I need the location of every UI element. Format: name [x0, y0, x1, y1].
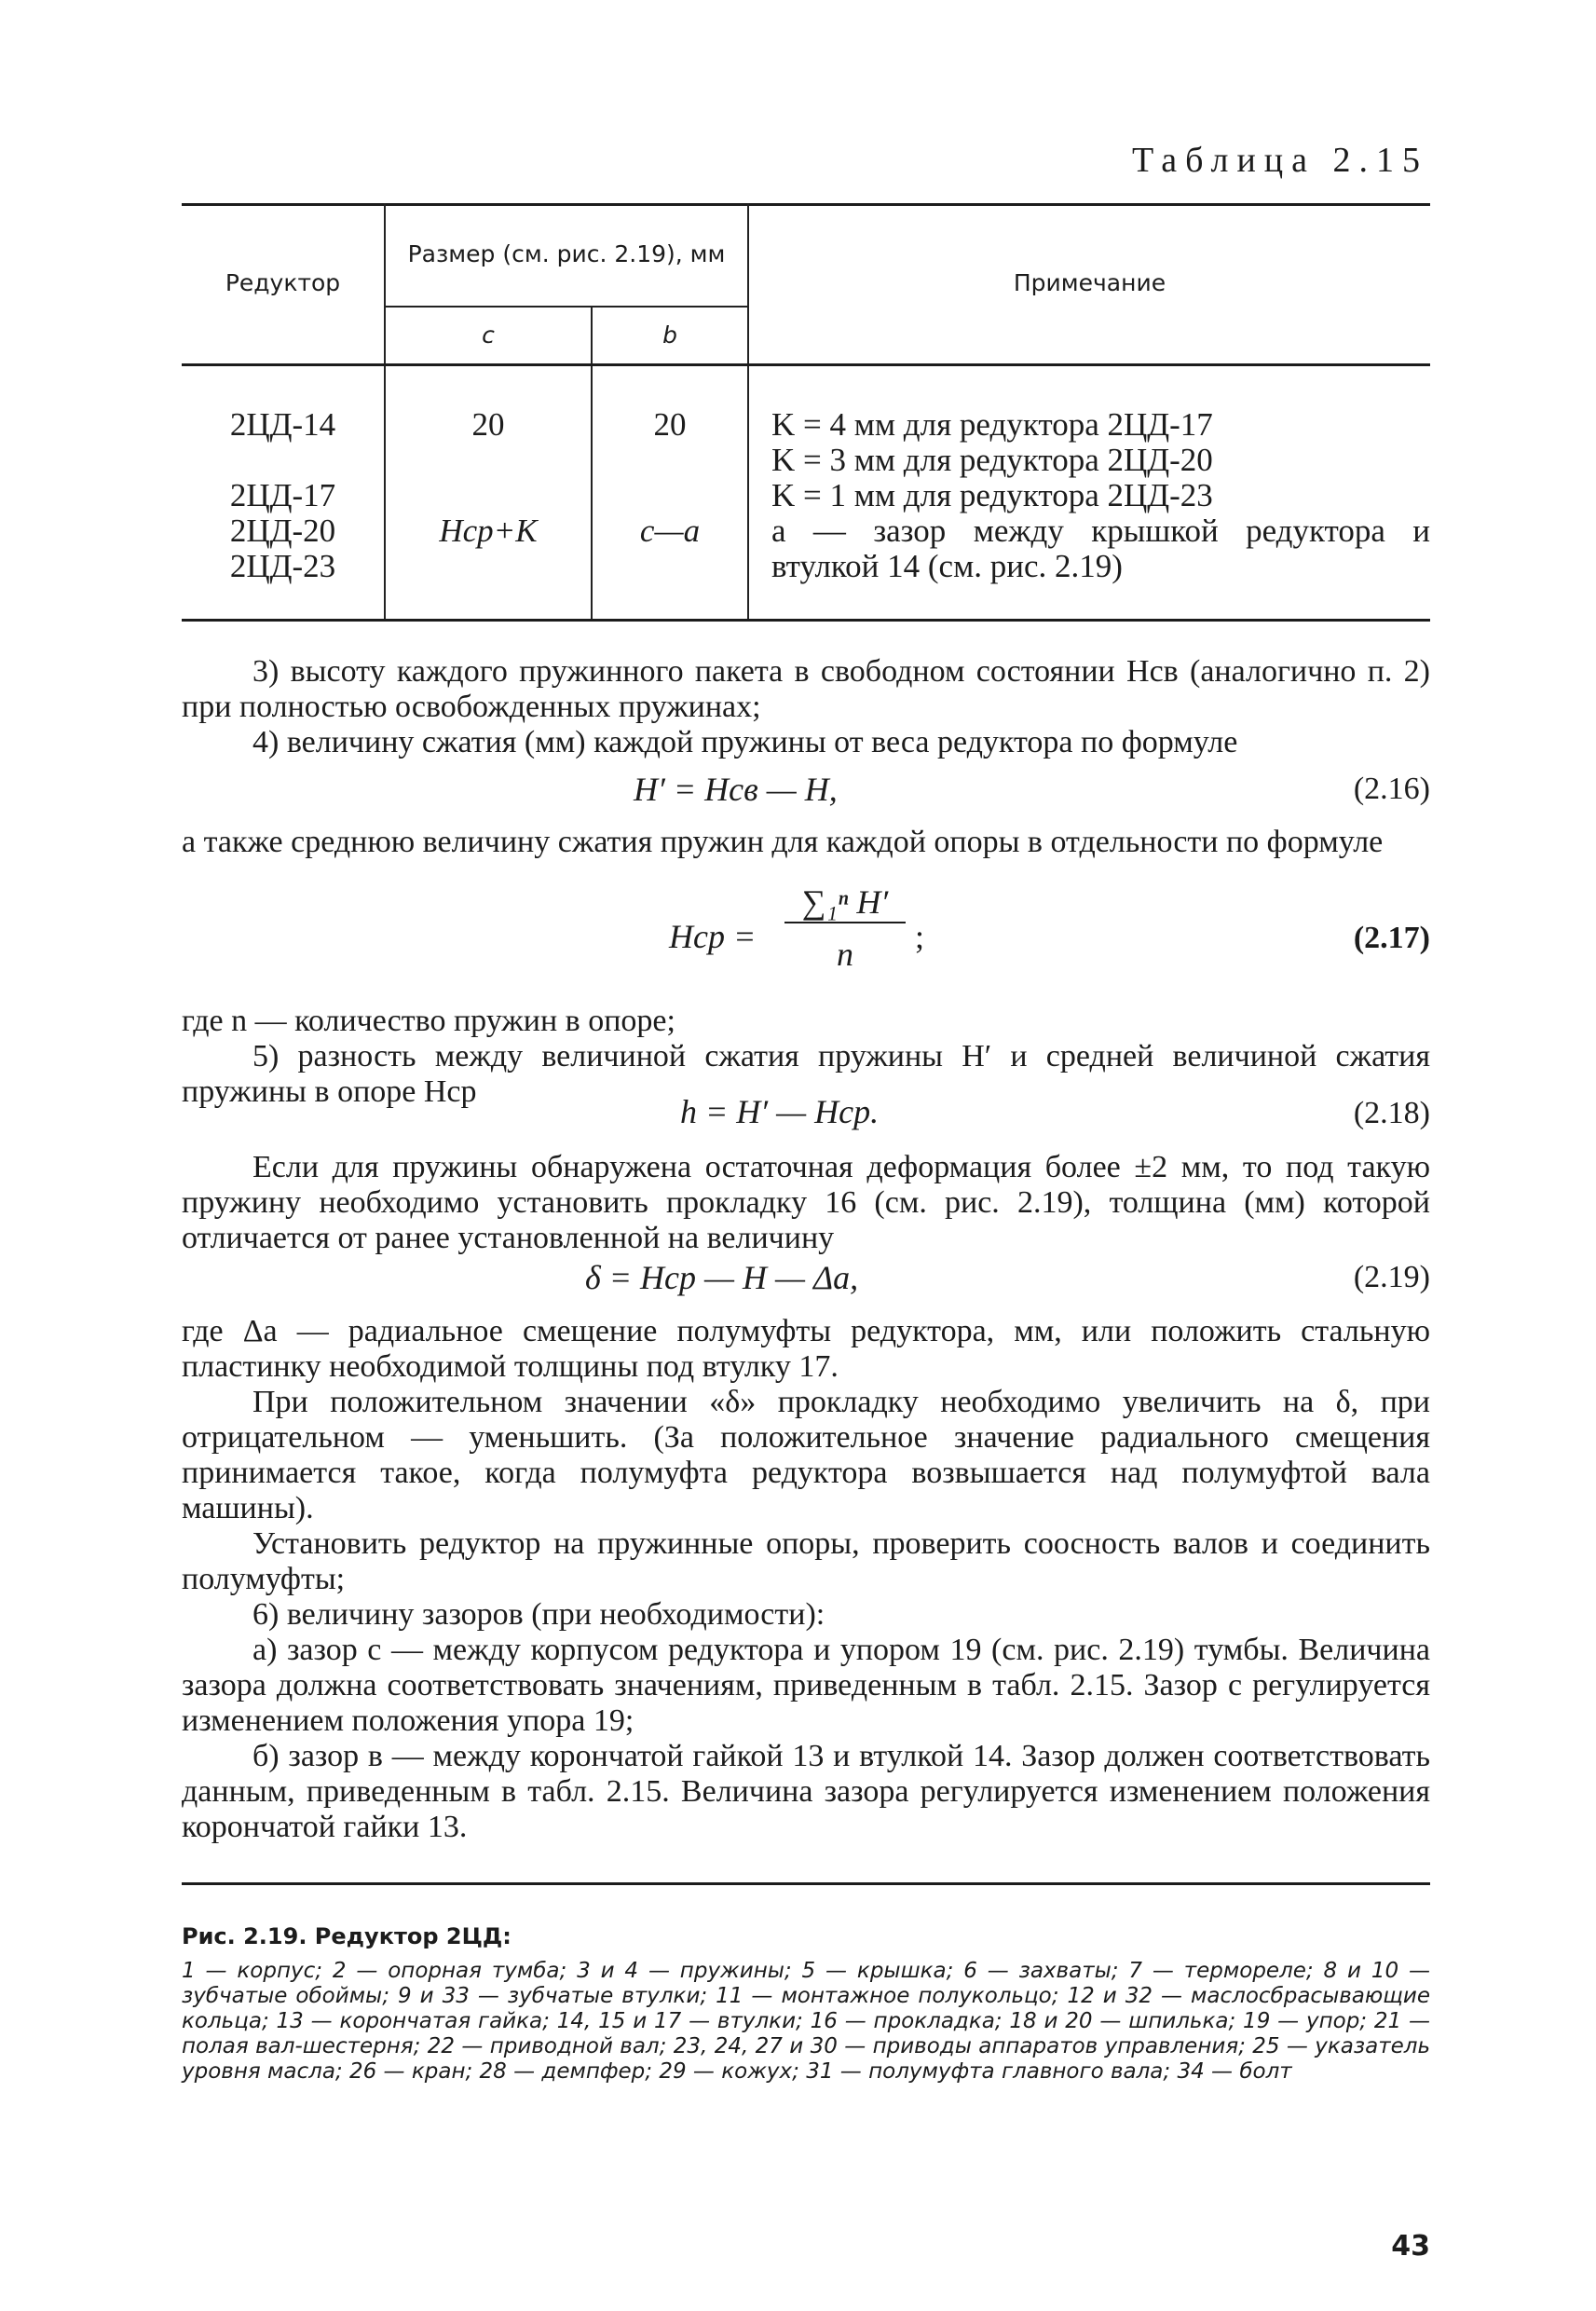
- reducer-column: [182, 385, 385, 622]
- table-caption: Таблица 2.15: [1131, 141, 1428, 180]
- header-b: b: [592, 307, 748, 365]
- c-value-14: 20: [471, 406, 505, 443]
- header-size: Размер (см. рис. 2.19), мм: [385, 203, 748, 307]
- header-reducer: Редуктор: [182, 203, 385, 365]
- paragraph-10: 6) величину зазоров (при необходимости):: [252, 1597, 825, 1632]
- note-line-3: K = 1 мм для редуктора 2ЦД-23: [771, 477, 1213, 513]
- formula-2-19: δ = Hср — H — Δa,: [585, 1259, 859, 1296]
- note-line-1: K = 4 мм для редуктора 2ЦД-17: [771, 406, 1213, 443]
- formula-2-18: h = H′ — Hср.: [680, 1093, 880, 1130]
- note-line-4: a — зазор между крышкой редуктора и втулкой 14 (см. рис. 2.19): [771, 513, 1430, 584]
- reducer-2cd14: 2ЦД-14: [229, 406, 336, 443]
- paragraph-6: Если для пружины обнаружена остаточная деформация более ±2 мм, то под такую пружину необходимо установить прокладку 16 (см. рис. 2.19), толщина (мм) которой отличается от ранее установленной на величину: [182, 1150, 1430, 1255]
- c-value-others: Hср+K: [439, 513, 538, 549]
- paragraph-n: где n — количество пружин в опоре;: [182, 1004, 675, 1038]
- paragraph-11: а) зазор c — между корпусом редуктора и упором 19 (см. рис. 2.19) тумбы. Величина зазора должна соответствовать значениям, приведенным в табл. 2.15. Зазор c регулируется изменением положения упора 19;: [182, 1633, 1430, 1738]
- b-column: [592, 385, 748, 622]
- reducer-2cd17: 2ЦД-17: [229, 477, 336, 513]
- figure-legend: 1 — корпус; 2 — опорная тумба; 3 и 4 — пружины; 5 — крышка; 6 — захваты; 7 — термореле; 8 и 10 — зубчатые обоймы; 9 и 33 — зубчатые втулки; 11 — монтажное полукольцо; 12 и 32 — маслосбрасывающие кольца; 13 — корончатая гайка; 14, 15 и 17 — втулки; 16 — прокладка; 18 и 20 — шпилька; 19 — упор; 21 — полая вал-шестерня; 22 — приводной вал; 23, 24, 27 и 30 — приводы аппаратов управления; 25 — указатель уровня масла; 26 — кран; 28 — демпфер; 29 — кожух; 31 — полумуфта главного вала; 34 — болт: [182, 1959, 1430, 2084]
- table-bottom-rule: [182, 619, 1430, 622]
- page-number: 43: [1391, 2230, 1430, 2263]
- header-note: Примечание: [1013, 269, 1166, 296]
- note-column: [748, 385, 1430, 622]
- reducer-2cd20: 2ЦД-20: [229, 513, 336, 549]
- note-line-2: K = 3 мм для редуктора 2ЦД-20: [771, 442, 1213, 478]
- paragraph-4: 4) величину сжатия (мм) каждой пружины от веса редуктора по формуле: [252, 725, 1238, 759]
- equation-number-2-17: (2.17): [1353, 921, 1430, 955]
- formula-2-16: H′ = Hсв — H,: [634, 771, 838, 808]
- equation-number-2-16: (2.16): [1353, 772, 1430, 806]
- b-value-14: 20: [653, 406, 687, 443]
- figure-title: Рис. 2.19. Редуктор 2ЦД:: [182, 1923, 512, 1949]
- formula-2-17-lhs: Hср =: [669, 918, 757, 955]
- b-value-others: c—a: [639, 513, 701, 549]
- equation-number-2-19: (2.19): [1353, 1260, 1430, 1294]
- formula-2-17-numerator: ∑₁ⁿ H′: [784, 882, 906, 923]
- footnote-rule: [182, 1882, 1430, 1885]
- figure-caption: [182, 1924, 1430, 2085]
- reducer-2cd23: 2ЦД-23: [229, 548, 336, 584]
- formula-2-17-denominator: n: [837, 936, 853, 973]
- reducer-table: [182, 203, 1430, 622]
- paragraph-3: 3) высоту каждого пружинного пакета в свободном состоянии Hсв (аналогично п. 2) при полностью освобожденных пружинах;: [182, 654, 1430, 724]
- paragraph-8: При положительном значении «δ» прокладку необходимо увеличить на δ, при отрицательном — уменьшить. (За положительное значение радиального смещения принимается такое, когда полумуфта редуктора возвышается над полумуфтой вала машины).: [182, 1385, 1430, 1525]
- paragraph-4b: а также среднюю величину сжатия пружин для каждой опоры в отдельности по формуле: [182, 825, 1384, 859]
- paragraph-9: Установить редуктор на пружинные опоры, проверить соосность валов и соединить полумуфты;: [182, 1526, 1430, 1596]
- paragraph-12: б) зазор в — между корончатой гайкой 13 и втулкой 14. Зазор должен соответствовать данным, приведенным в табл. 2.15. Величина зазора регулируется изменением положения корончатой гайки 13.: [182, 1739, 1430, 1844]
- paragraph-7: где Δa — радиальное смещение полумуфты редуктора, мм, или положить стальную пластинку необходимой толщины под втулку 17.: [182, 1314, 1430, 1384]
- c-column: [385, 385, 592, 622]
- header-c: c: [385, 307, 592, 365]
- paragraph-5: 5) разность между величиной сжатия пружины H′ и средней величиной сжатия пружины в опоре Hср: [182, 1039, 1430, 1109]
- equation-number-2-18: (2.18): [1353, 1096, 1430, 1130]
- formula-2-17-tail: ;: [915, 918, 925, 955]
